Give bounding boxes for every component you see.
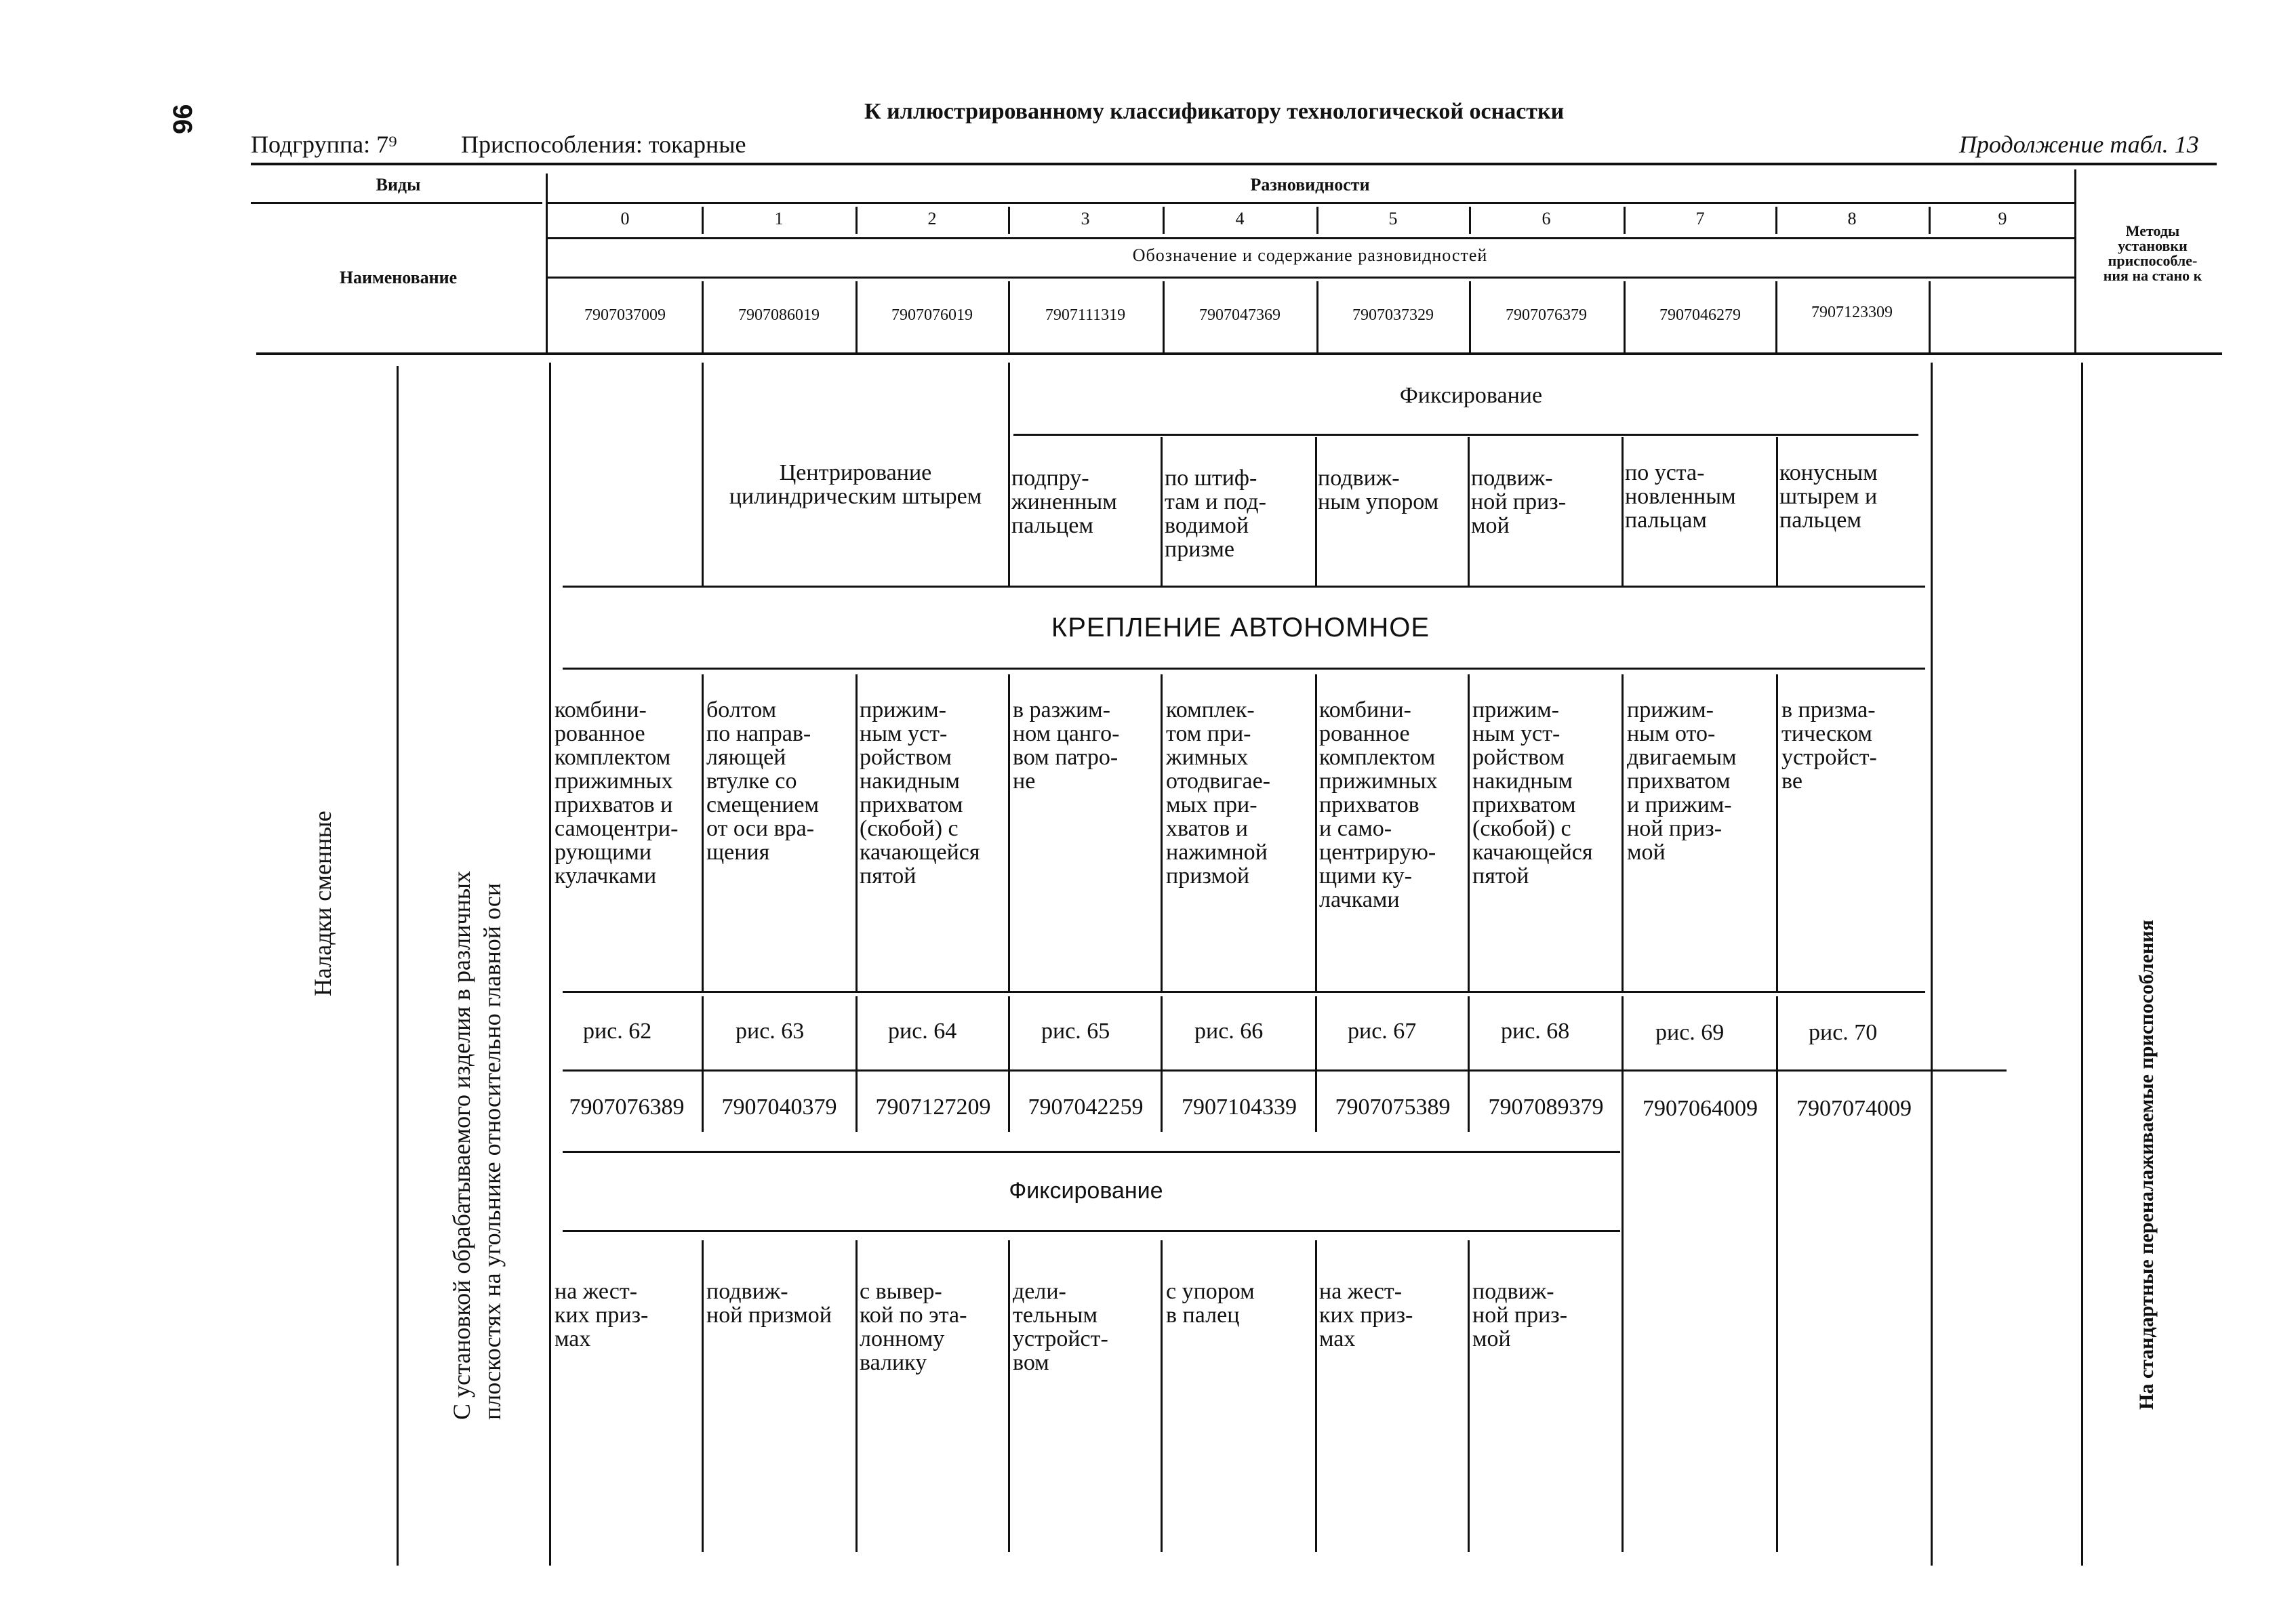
methods-header: Методы установки приспособле- ния на стано к	[2103, 222, 2202, 284]
variety-code: 7907123309	[1811, 304, 1893, 321]
type-label-line1: С установкой обрабатываемого изделия в различных	[448, 871, 475, 1420]
header-code-sep	[1008, 281, 1010, 352]
fastening-cell: прижим- ным уст- ройством накидным прихватом (скобой) с качающейся пятой	[1472, 697, 1593, 889]
header-right-vline	[2074, 169, 2076, 352]
header-code-sep	[1163, 281, 1165, 352]
fastening-title: КРЕПЛЕНИЕ АВТОНОМНОЕ	[1051, 613, 1430, 643]
figure-ref: рис. 63	[736, 1019, 805, 1044]
body-vline-left	[549, 363, 551, 1566]
fixing-bottom-cell: дели- тельным устройст- вом	[1013, 1279, 1108, 1375]
fixing-bottom-sep	[855, 1240, 858, 1552]
fastening-cell: комбини- рованное комплектом прижимных прихватов и самоцентри- рующими кулачками	[555, 697, 679, 889]
header-col-sep	[1316, 207, 1318, 234]
header-col-sep	[855, 207, 858, 234]
fixing-bottom-sep	[702, 1240, 704, 1552]
header-col-sep	[1163, 207, 1165, 234]
method-label: На стандартные переналаживаемые приспособления	[2135, 920, 2158, 1410]
header-col-sep	[1469, 207, 1471, 234]
body-vline-right	[1931, 363, 1933, 1566]
fixing-top-sep	[1161, 437, 1163, 586]
figures-top-rule	[563, 991, 1925, 993]
column-number: 2	[927, 209, 937, 228]
columns-divider	[546, 237, 2074, 239]
fixing-bottom-sep	[1161, 1240, 1163, 1552]
fastening-cell: в призма- тическом устройст- ве	[1781, 697, 1877, 794]
category-label: Приспособления: токарные	[461, 131, 746, 158]
varieties-header: Разновидности	[1250, 175, 1370, 195]
figure-ref: рис. 62	[583, 1019, 652, 1044]
header-col-sep	[702, 207, 704, 234]
centering-cell: Центрирование цилиндрическим штырем	[729, 460, 982, 509]
fixing-bottom-cell: с вывер- кой по эта- лонному валику	[860, 1279, 967, 1375]
figure-code: 7907064009	[1643, 1096, 1758, 1121]
header-code-sep	[855, 281, 858, 352]
fixing-top-sep	[1622, 437, 1624, 586]
codes-bottom-rule	[563, 1151, 1620, 1153]
figure-code: 7907076389	[569, 1095, 685, 1120]
header-code-sep	[1775, 281, 1777, 352]
fastening-cell: прижим- ным уст- ройством накидным прихватом (скобой) с качающейся пятой	[860, 697, 980, 889]
figure-code: 7907074009	[1796, 1096, 1912, 1121]
fastening-sep	[855, 674, 858, 993]
designation-divider	[546, 277, 2074, 279]
fixing-bottom-cell: подвиж- ной призмой	[706, 1279, 832, 1328]
variety-code: 7907046279	[1659, 306, 1741, 324]
header-col-sep	[1775, 207, 1777, 234]
figure-ref: рис. 64	[888, 1019, 957, 1044]
column-number: 8	[1847, 209, 1857, 228]
figures-bottom-rule	[563, 1069, 2007, 1072]
fixing-top-cell: подвиж- ной приз- мой	[1471, 466, 1567, 538]
fixing-top-cell: по уста- новленным пальцам	[1625, 460, 1736, 533]
column-number: 9	[1998, 209, 2007, 228]
figure-code: 7907075389	[1335, 1095, 1451, 1120]
group-label: Наладки сменные	[309, 811, 336, 996]
header-code-sep	[702, 281, 704, 352]
subgroup-label: Подгруппа: 7⁹	[251, 131, 397, 158]
column-number: 0	[620, 209, 630, 228]
fixing-top-sep	[1315, 437, 1317, 586]
fastening-cell: комбини- рованное комплектом прижимных прихватов и само- центрирую- щими ку- лачками	[1319, 697, 1438, 912]
fixing-top-sep	[1776, 437, 1778, 586]
header-col-sep	[1624, 207, 1626, 234]
column-number: 3	[1081, 209, 1090, 228]
column-number: 1	[774, 209, 784, 228]
header-code-sep	[1469, 281, 1471, 352]
fixing-top-rule	[1013, 434, 1918, 436]
figure-code: 7907042259	[1028, 1095, 1144, 1120]
fixing-top-sep	[1468, 437, 1470, 586]
sec1-bottom-rule	[563, 586, 1925, 588]
figure-ref: рис. 65	[1041, 1019, 1110, 1044]
figure-code: 7907089379	[1488, 1095, 1604, 1120]
fastening-cell: болтом по направ- ляющей втулке со смещением от оси вра- щения	[706, 697, 819, 865]
name-header: Наименование	[339, 268, 458, 287]
figure-ref: рис. 66	[1194, 1019, 1264, 1044]
designation-header: Обозначение и содержание разновидностей	[1132, 245, 1488, 265]
column-number: 6	[1542, 209, 1551, 228]
figure-ref: рис. 67	[1348, 1019, 1417, 1044]
variety-code: 7907037329	[1352, 306, 1434, 324]
varieties-divider	[546, 202, 2074, 204]
fixing-bottom-sep	[1315, 1240, 1317, 1552]
fastening-sep	[1468, 674, 1470, 993]
figure-ref: рис. 68	[1501, 1019, 1570, 1044]
fixing-bottom-cell: с упором в палец	[1166, 1279, 1255, 1328]
variety-code: 7907037009	[584, 306, 666, 324]
header-code-sep	[1929, 281, 1931, 352]
figure-sep	[1622, 996, 1624, 1552]
fastening-sep	[1008, 674, 1010, 993]
figure-code: 7907040379	[721, 1095, 837, 1120]
header-code-sep	[1624, 281, 1626, 352]
fixing-bottom-cell: на жест- ких приз- мах	[1319, 1279, 1413, 1351]
fastening-cell: прижим- ным ото- двигаемым прихватом и прижим- ной приз- мой	[1627, 697, 1737, 865]
fixing-bottom-sep	[1008, 1240, 1010, 1552]
fixing-top-title: Фиксирование	[1399, 383, 1543, 408]
figure-ref: рис. 69	[1655, 1020, 1725, 1045]
fastening-sep	[1315, 674, 1317, 993]
fastening-sep	[1776, 674, 1778, 993]
page-number: 96	[168, 104, 198, 134]
type-label-line2: плоскостях на угольнике относительно главной оси	[479, 882, 506, 1420]
body-vline-types	[397, 366, 399, 1566]
header-bottom-rule	[256, 352, 2222, 355]
fixing-bottom-sep	[1468, 1240, 1470, 1552]
header-code-sep	[1316, 281, 1318, 352]
figure-sep	[1776, 996, 1778, 1552]
fixing-top-cell: по штиф- там и под- водимой призме	[1165, 466, 1266, 562]
fixing-bottom-cell: на жест- ких приз- мах	[555, 1279, 649, 1351]
fixing-bottom-cell: подвиж- ной приз- мой	[1472, 1279, 1568, 1351]
fastening-cell: комплек- том при- жимных отодвигае- мых при- хватов и нажимной призмой	[1166, 697, 1270, 889]
variety-code: 7907086019	[738, 306, 820, 324]
column-number: 4	[1235, 209, 1245, 228]
fixing-bottom-title: Фиксирование	[1009, 1178, 1163, 1204]
variety-code: 7907076019	[891, 306, 973, 324]
types-divider	[251, 202, 542, 204]
fastening-cell: в разжим- ном цанго- вом патро- не	[1013, 697, 1120, 794]
figure-ref: рис. 70	[1809, 1020, 1878, 1045]
variety-code: 7907076379	[1506, 306, 1587, 324]
variety-code: 7907111319	[1045, 306, 1126, 324]
fastening-sep	[1161, 674, 1163, 993]
column-number: 7	[1695, 209, 1705, 228]
fixing-top-cell: конусным штырем и пальцем	[1779, 460, 1878, 533]
fastening-rule	[563, 668, 1925, 670]
header-col-sep	[1008, 207, 1010, 234]
fixing-top-cell: подвиж- ным упором	[1318, 466, 1439, 514]
figure-code: 7907127209	[875, 1095, 991, 1120]
fixing-top-cell: подпру- жиненным пальцем	[1011, 466, 1117, 538]
continuation-label: Продолжение табл. 13	[1959, 131, 2199, 158]
column-number: 5	[1388, 209, 1398, 228]
fixing-bottom-rule	[563, 1230, 1620, 1232]
types-header: Виды	[376, 175, 421, 195]
body-vline-methods	[2081, 363, 2083, 1566]
header-top-rule	[251, 163, 2217, 165]
fastening-sep	[1622, 674, 1624, 993]
page-title: К иллюстрированному классификатору технологической оснастки	[864, 99, 1565, 124]
header-col-sep	[1929, 207, 1931, 234]
figure-code: 7907104339	[1182, 1095, 1297, 1120]
fastening-sep	[702, 674, 704, 993]
variety-code: 7907047369	[1199, 306, 1281, 324]
